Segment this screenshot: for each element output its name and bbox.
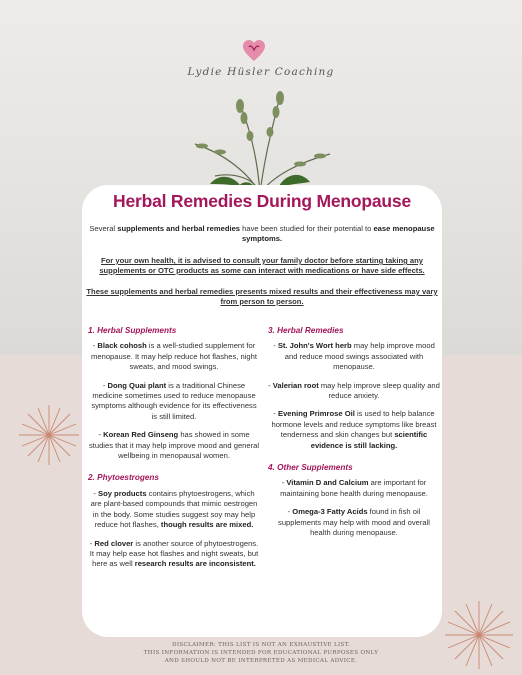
intro-bold-text: supplements and herbal remedies xyxy=(117,224,241,233)
list-item xyxy=(268,409,440,451)
section-heading: 2. Phytoestrogens xyxy=(88,473,159,483)
disclaimer xyxy=(0,641,522,665)
item-text: is another source of phytoestrogens. It may help ease hot flashes and night sweats, but here as well xyxy=(89,538,259,569)
item-text: contains phytoestrogens, which are plant-based compounds that mimic oestrogen in the body. Some studies suggest soy may help reduce hot flashes, xyxy=(90,488,258,530)
advice-paragraph: For your own health, it is advised to consult your family doctor before starting taking any supplements or OTC products as some can interact with medications or have side effects. xyxy=(99,256,425,275)
item-name: Valerian root xyxy=(272,380,319,390)
item-text: is a well-studied supplement for menopause. It may help reduce hot flashes, night sweats, and mood swings. xyxy=(91,341,257,372)
list-item xyxy=(88,539,260,570)
intro-text: have been studied for their potential to xyxy=(240,224,374,233)
section-heading: 4. Other Supplements xyxy=(268,463,353,473)
item-name: Korean Red Ginseng xyxy=(103,430,179,440)
item-emphasis: though results are mixed. xyxy=(160,520,254,530)
item-name: St. John's Wort herb xyxy=(277,341,352,351)
item-name: Black cohosh xyxy=(97,341,147,351)
item-text: is used to help balance hormone levels and reduce symptoms like breast tenderness and skin changes but xyxy=(271,409,437,440)
item-bullet: - xyxy=(281,478,287,488)
section-heading: 1. Herbal Supplements xyxy=(88,326,177,335)
page-title: Herbal Remedies During Menopause xyxy=(113,191,411,211)
list-item xyxy=(268,381,440,402)
list-item xyxy=(88,381,260,423)
item-name: Dong Quai plant xyxy=(107,380,167,390)
list-item xyxy=(268,507,440,538)
item-bullet: - xyxy=(273,341,278,351)
list-item xyxy=(88,489,260,531)
disclaimer-line: AND SHOULD NOT BE INTERPRETED AS MEDICAL ADVICE. xyxy=(164,658,358,664)
section-heading: 3. Herbal Remedies xyxy=(268,326,344,335)
item-bullet: - xyxy=(102,380,108,390)
item-bullet: - xyxy=(89,538,95,548)
disclaimer-line: DISCLAIMER: THIS LIST IS NOT AN EXHAUSTIVE LIST. xyxy=(172,642,350,648)
list-item xyxy=(88,341,260,372)
item-bullet: - xyxy=(98,430,104,440)
item-bullet: - xyxy=(93,488,99,498)
list-item xyxy=(88,430,260,461)
item-text: has showed in some studies that it may help improve mood and general wellbeing in menopausal women. xyxy=(88,430,260,461)
item-text: is a traditional Chinese medicine sometimes used to reduce menopause symptoms although evidence for its effectiveness is still limited. xyxy=(91,380,257,421)
plant-image xyxy=(140,84,380,194)
starburst-icon xyxy=(18,404,80,466)
intro-bold-text: ease menopause symptoms. xyxy=(241,224,435,243)
item-emphasis: research results are inconsistent. xyxy=(134,559,256,569)
item-text: are important for maintaining bone health during menopause. xyxy=(280,478,428,498)
item-emphasis: scientific evidence is still lacking. xyxy=(310,430,428,450)
item-name: Evening Primrose Oil xyxy=(278,409,355,419)
item-name: Vitamin D and Calcium xyxy=(286,478,369,488)
item-name: Omega-3 Fatty Acids xyxy=(292,507,368,517)
left-column xyxy=(88,326,260,578)
brand-name: Lydie Hüsler Coaching xyxy=(187,66,335,78)
intro-text: Several xyxy=(89,224,118,233)
heart-icon xyxy=(241,38,267,64)
item-bullet: - xyxy=(92,341,98,351)
item-text: may help improve sleep quality and reduce anxiety. xyxy=(318,380,440,401)
item-bullet: - xyxy=(287,507,293,517)
intro-paragraph xyxy=(86,224,438,244)
item-name: Red clover xyxy=(94,538,134,548)
list-item xyxy=(268,341,440,372)
right-column xyxy=(268,326,440,547)
item-name: Soy products xyxy=(98,488,147,498)
item-bullet: - xyxy=(273,409,279,419)
effectiveness-paragraph: These supplements and herbal remedies presents mixed results and their effectiveness may vary from person to person. xyxy=(86,287,438,306)
item-text: found in fish oil supplements may help with mood and overall health during menopause. xyxy=(278,507,430,538)
item-bullet: - xyxy=(268,380,273,390)
disclaimer-line: THIS INFORMATION IS INTENDED FOR EDUCATIONAL PURPOSES ONLY xyxy=(143,650,379,656)
item-text: may help improve mood and reduce mood swings associated with menopause. xyxy=(284,341,435,372)
list-item xyxy=(268,478,440,499)
